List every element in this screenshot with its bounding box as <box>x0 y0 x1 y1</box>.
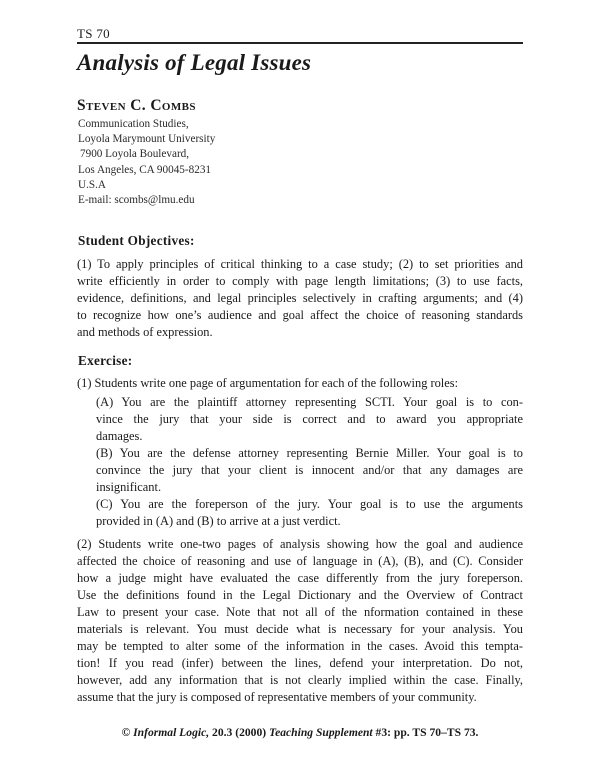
exercise-item-2-line: (2) Students write one-two pages of analysis showing how the goal and audience <box>77 537 523 551</box>
body-line: write efficiently in order to comply with page length limitations; (3) to use facts, <box>77 274 523 288</box>
role-a-line: (A) You are the plaintiff attorney representing SCTI. Your goal is to con- <box>96 395 523 409</box>
exercise-item-2-line: how a judge might have evaluated the case differently from the jury foreperson. <box>77 571 523 585</box>
address-line: Los Angeles, CA 90045-8231 <box>78 163 212 176</box>
role-a-line: damages. <box>96 429 143 443</box>
exercise-item-2-line: materials is relevant. You must decide what is necessary for your analysis. You <box>77 622 523 636</box>
role-c-line: provided in (A) and (B) to arrive at a just verdict. <box>96 514 341 528</box>
footer-series: Teaching Supplement <box>269 726 373 739</box>
address-line: Loyola Marymount University <box>78 133 216 146</box>
role-c-line: (C) You are the foreperson of the jury. Your goal is to use the arguments <box>96 497 523 511</box>
exercise-item-2-line: tion! If you read (infer) between the lines, defend your interpretation. Do not, <box>77 656 523 670</box>
header-rule <box>77 42 523 44</box>
running-head: TS 70 <box>77 26 110 41</box>
citation-footer <box>77 726 523 739</box>
body-line: and methods of expression. <box>77 325 213 339</box>
address-line: U.S.A <box>78 178 106 191</box>
author-name: Steven C. Combs <box>77 97 196 114</box>
role-b-line: insignificant. <box>96 480 162 494</box>
exercise-heading: Exercise: <box>78 353 133 368</box>
role-b-line: convince the jury that your client is innocent and/or that any damages are <box>96 463 523 477</box>
exercise-item-2-line: however, add any information that is not clearly implied within the case. Finally, <box>77 673 523 687</box>
footer-journal: © Informal Logic, <box>121 726 210 739</box>
exercise-item-2-line: Law to present your case. Note that not all of the nformation contained in these <box>77 605 523 619</box>
author-address <box>78 117 215 208</box>
footer-pages: #3: pp. TS 70–TS 73. <box>372 726 479 739</box>
footer-volume: 20.3 (2000) <box>209 726 270 739</box>
exercise-item-2-line: assume that the jury is composed of representative members of your community. <box>77 690 477 704</box>
exercise-item-1: (1) Students write one page of argumentation for each of the following roles: <box>77 376 459 390</box>
body-line: evidence, definitions, and legal principles selectively in crafting arguments; and (4) <box>77 291 523 305</box>
objectives-heading: Student Objectives: <box>78 233 195 248</box>
role-a-line: vince the jury that your side is correct and to award you appropriate <box>96 412 523 426</box>
article-title: Analysis of Legal Issues <box>77 50 312 75</box>
body-line: to recognize how one’s audience and goal affect the choice of reasoning standards <box>77 308 523 322</box>
exercise-item-2-line: Use the definitions found in the Legal Dictionary and the Overview of Contract <box>77 588 523 602</box>
address-line: 7900 Loyola Boulevard, <box>80 148 190 161</box>
address-line: Communication Studies, <box>78 118 189 130</box>
role-b-line: (B) You are the defense attorney representing Bernie Miller. Your goal is to <box>96 446 523 460</box>
body-line: (1) To apply principles of critical thinking to a case study; (2) to set priorities and <box>77 257 523 271</box>
exercise-item-2-line: may be tempted to alter some of the information in the cases. Avoid this tempta- <box>77 639 523 653</box>
exercise-item-2-line: affected the choice of reasoning and use of language in (A), (B), and (C). Consider <box>77 554 523 568</box>
email-address: E-mail: scombs@lmu.edu <box>78 194 195 207</box>
